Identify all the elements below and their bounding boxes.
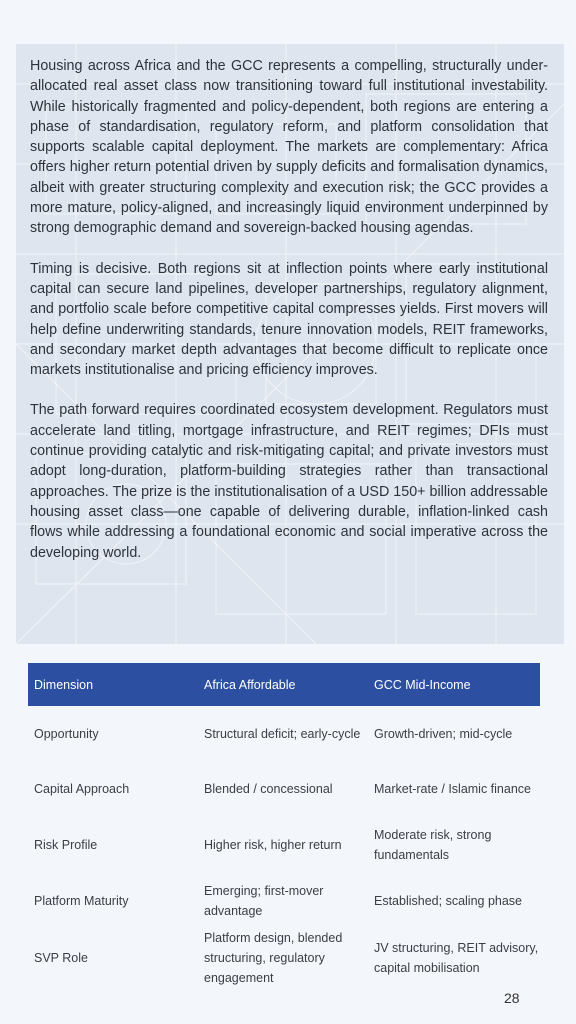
column-header-gcc: GCC Mid-Income	[368, 663, 540, 706]
table-cell: Opportunity	[34, 726, 99, 741]
table-row	[28, 873, 540, 929]
table-cell: Emerging; first-mover advantage	[204, 883, 324, 918]
table-row	[28, 817, 540, 873]
summary-text	[30, 56, 548, 583]
column-header-dimension: Dimension	[28, 663, 198, 706]
table-row	[28, 928, 540, 988]
table-cell: Platform Maturity	[34, 893, 129, 908]
table-cell: Established; scaling phase	[374, 893, 523, 908]
summary-paragraph-2: Timing is decisive. Both regions sit at inflection points where early institutional capital can secure land pipelines, developer partnerships, regulatory alignment, and portfolio scale before competitive capital compresses yields. First movers will help define underwriting standards, tenure innovation models, REIT frameworks, and secondary market depth advantages that become difficult to replicate once markets institutionalise and pricing efficiency improves.	[30, 260, 548, 379]
table-cell: Platform design, blended structuring, regulatory engagement	[204, 931, 343, 986]
table-cell: Blended / concessional	[204, 782, 333, 797]
table-cell: Structural deficit; early-cycle	[204, 726, 361, 741]
column-header-africa: Africa Affordable	[198, 663, 368, 706]
table-row	[28, 706, 540, 762]
summary-paragraph-3: The path forward requires coordinated ecosystem development. Regulators must accelerate land titling, mortgage infrastructure, and REIT regimes; DFIs must continue providing catalytic and risk-mitigating capital; and private investors must adopt long-duration, platform-building strategies rather than transactional approaches. The prize is the institutionalisation of a USD 150+ billion addressable housing asset class—one capable of delivering durable, inflation-linked cash flows while addressing a foundational economic and social imperative across the developing world.	[30, 402, 548, 561]
table-header-row	[28, 663, 540, 706]
table-cell: Capital Approach	[34, 782, 130, 797]
table-cell: JV structuring, REIT advisory, capital mobilisation	[374, 941, 539, 976]
table-cell: SVP Role	[34, 951, 88, 966]
table-cell: Higher risk, higher return	[204, 837, 342, 852]
summary-paragraph-1: Housing across Africa and the GCC represents a compelling, structurally under-allocated real asset class now transitioning toward full institutional investability. While historically fragmented and policy-dependent, both regions are entering a phase of standardisation, regulatory reform, and platform consolidation that supports scalable capital deployment. The markets are complementary: Africa offers higher return potential driven by supply deficits and formalisation dynamics, albeit with greater structuring complexity and execution risk; the GCC provides a more mature, policy-aligned, and increasingly liquid environment underpinned by strong demographic demand and sovereign-backed housing agendas.	[30, 58, 548, 237]
table-cell: Moderate risk, strong fundamentals	[374, 827, 492, 862]
table-cell: Growth-driven; mid-cycle	[374, 726, 513, 741]
table-cell: Market-rate / Islamic finance	[374, 782, 531, 797]
comparison-table	[28, 663, 540, 988]
table-cell: Risk Profile	[34, 837, 98, 852]
page-top-band	[0, 0, 576, 40]
summary-panel	[16, 44, 564, 644]
comparison-table-container	[28, 663, 540, 988]
page-number: 28	[504, 990, 520, 1006]
table-row	[28, 762, 540, 818]
